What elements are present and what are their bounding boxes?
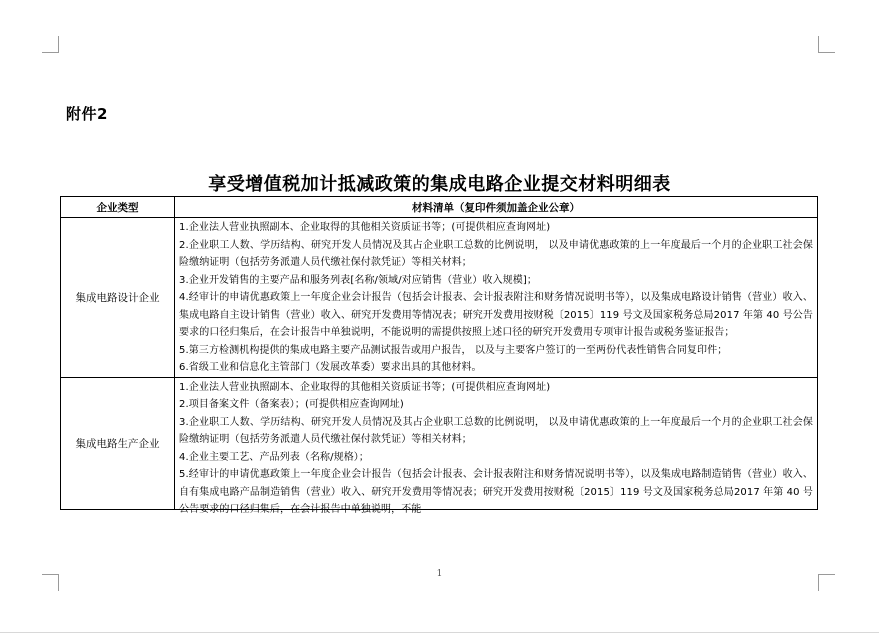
list-item: 4.企业主要工艺、产品列表（名称/规格）； xyxy=(179,451,370,463)
header-materials-list: 材料清单（复印件须加盖企业公章） xyxy=(175,197,818,218)
materials-table xyxy=(60,196,818,515)
list-item: 3.企业开发销售的主要产品和服务列表[名称/领域/对应销售（营业）收入规模]； xyxy=(179,274,537,286)
page-bottom-divider xyxy=(0,632,879,633)
list-item: 3.企业职工人数、学历结构、研究开发人员情况及其占企业职工总数的比例说明， 以及申请优惠政策的上一年度最后一个月的企业职工社会保险缴纳证明（包括劳务派遣人员代缴社保付款凭证）等相关材料； xyxy=(179,416,813,445)
table-header-row xyxy=(61,197,818,218)
list-item: 4.经审计的申请优惠政策上一年度企业会计报告（包括会计报表、会计报表附注和财务情况说明书等），以及集成电路设计销售（营业）收入、集成电路自主设计销售（营业）收入、研究开发费用等情况表；研究开发费用按财税〔2015〕119 号文及国家税务总局2017 年第 40 号公告要求的口径归集后，在会计报告中单独说明，不能说明的需提供按照上述口径的研究开发费用专项审计报告或税务鉴证报告； xyxy=(179,292,813,338)
enterprise-type-design: 集成电路设计企业 xyxy=(61,218,175,378)
list-item: 1.企业法人营业执照副本、企业取得的其他相关资质证书等；(可提供相应查询网址) xyxy=(179,381,551,393)
list-item: 5.第三方检测机构提供的集成电路主要产品测试报告或用户报告， 以及与主要客户签订的一至两份代表性销售合同复印件； xyxy=(179,344,728,356)
table-row xyxy=(61,218,818,378)
page-title: 享受增值税加计抵减政策的集成电路企业提交材料明细表 xyxy=(208,174,671,195)
enterprise-type-manufacturing: 集成电路生产企业 xyxy=(61,377,175,509)
attachment-label: 附件2 xyxy=(66,105,108,123)
materials-list-manufacturing xyxy=(175,377,818,515)
crop-mark-top-right xyxy=(818,36,835,53)
crop-mark-top-left xyxy=(42,36,59,53)
table-row xyxy=(61,377,818,509)
list-item: 2.项目备案文件（备案表）；(可提供相应查询网址) xyxy=(179,399,404,410)
list-item: 5.经审计的申请优惠政策上一年度企业会计报告（包括会计报表、会计报表附注和财务情况说明书等），以及集成电路制造销售（营业）收入、自有集成电路产品制造销售（营业）收入、研究开发费用等情况表；研究开发费用按财税〔2015〕119 号文及国家税务总局2017 年第 40 号公告要求的口径归集后，在会计报告中单独说明，不能 xyxy=(179,469,813,515)
list-clip xyxy=(179,379,813,515)
list-item: 6.省级工业和信息化主管部门（发展改革委）要求出具的其他材料。 xyxy=(179,362,482,373)
list-item: 2.企业职工人数、学历结构、研究开发人员情况及其占企业职工总数的比例说明， 以及申请优惠政策的上一年度最后一个月的企业职工社会保险缴纳证明（包括劳务派遣人员代缴社保付款凭证）等相关材料； xyxy=(179,239,813,268)
page-number: 1 xyxy=(436,569,443,579)
materials-list-design xyxy=(175,218,818,378)
list-item: 1.企业法人营业执照副本、企业取得的其他相关资质证书等；(可提供相应查询网址) xyxy=(179,222,551,233)
header-enterprise-type: 企业类型 xyxy=(61,197,175,218)
